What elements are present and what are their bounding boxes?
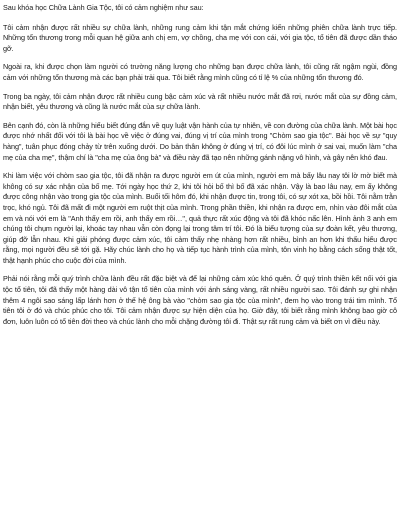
document-body [3, 0, 397, 327]
paragraph-healing-experience: Tôi cảm nhận được rất nhiều sự chữa lành, những rung cảm khi tận mắt chứng kiến những phiên chữa lành trực tiếp. Những tổn thương trong mỗi quan hệ giữa anh chị em, vợ chồng, cha mẹ với con cái, với gia tộc, tổ tiên đã được dần tháo gỡ. [3, 22, 397, 53]
paragraph-three-days: Trong ba ngày, tôi cảm nhận được rất nhiều cung bậc cảm xúc và rất nhiều nước mắt đã rơi, nước mắt của sự đồng cảm, nhận biết, yêu thương và cũng là nước mắt của sự chữa lành. [3, 91, 397, 112]
paragraph-energy-field: Ngoài ra, khi được chọn làm người có trường năng lượng cho những bạn được chữa lành, tôi cũng rất ngậm ngùi, đồng cảm với những tổn thương mà các bạn phải trải qua. Tôi biết rằng mình cũng có tỉ lệ % của những tổn thương đó. [3, 62, 397, 82]
paragraph-youngest-sibling: Khi làm việc với chòm sao gia tộc, tôi đã nhận ra được người em út của mình, người em mà bấy lâu nay tôi lờ mờ biết mà không có sự xác nhận của bố mẹ. Tới ngày học thứ 2, khi tôi hỏi bố thì bố đã xác nhận. Vậy là bao lâu nay, em ấy không được công nhận vào trong gia tộc của mình. Buổi tối hôm đó, khi nhận được tin, trong tôi, có sự xót xa, bồi hồi. Tôi nằm trằn trọc, khó ngủ. Tôi đã mất đi một người em ruột thịt của mình. Trong phần thiền, khi nhận ra được em, nhìn vào đôi mắt của em và nói với em là "Anh thấy em rồi, anh thấy em rồi…", quả thực rất xúc động và tôi đã khóc nấc lên. Hình ảnh 3 anh em chúng tôi chụm người lại, khoác tay nhau vẫn còn đọng lại trong tâm trí tôi. Đó là biểu tượng của sự đoàn kết, yêu thương, giúp đỡ lẫn nhau. Khi giải phóng được cảm xúc, tôi cảm thấy nhẹ nhàng hơn rất nhiều, bình an hơn khi thấu hiểu được rằng, mọi người đều sẽ tới gặ. Hãy chúc lành cho họ và tiếp tục hành trình của mình, tôn vinh họ bằng cách sống thật tốt, thật hạnh phúc cho cuộc đời của mình. [3, 171, 397, 265]
intro-line: Sau khóa học Chữa Lành Gia Tộc, tôi có cảm nghiệm như sau: [3, 3, 204, 12]
paragraph-ancestors: Phải nói rằng mỗi quý trình chữa lành đều rất đặc biệt và để lại những cảm xúc khó quên. Ở quý trình thiền kết nối với gia tộc tổ tiên, tôi đã thấy một hàng dài vô tận tổ tiên của mình với ánh sáng vàng, rất nhiều người sao. Tôi đánh sự ghi nhận thêm 4 ngôi sao sáng lấp lánh hơn ở thế hệ ông bà vào "chòm sao gia tộc của mình", đem họ vào trong trái tim mình. Tổ tiên tôi ở đó và chúc phúc cho tôi. Tôi cảm nhận được sự hiện diện của họ. Giờ đây, tôi biết rằng mình không bao giờ cô đơn, luôn luôn có tổ tiên đời theo và chúc lành cho mỗi chặng đường tôi đi. Thật sự rất rung cảm và biết ơn vì điều này. [3, 274, 397, 326]
paragraph-family-constellation: Bên cạnh đó, còn là những hiểu biết đúng đắn về quy luật vận hành của tự nhiên, về con đường của chữa lành. Một bài học được nhớ nhất đối với tôi là bài học về việc ở đúng vai, đúng vị trí của mình trong "Chòm sao gia tộc". Bài học về sự "quy hàng", tuân phục đóng chảy từ trên xuống dưới. Do bản thân không ở đúng vị trí, có đôi lúc mình ở sai vai, muốn làm "cha mẹ của cha mẹ", thậm chí là "cha mẹ của ông bà" và điều này đã tạo nên những gánh nặng vô hình, và gây nên khó đau. [3, 120, 397, 162]
